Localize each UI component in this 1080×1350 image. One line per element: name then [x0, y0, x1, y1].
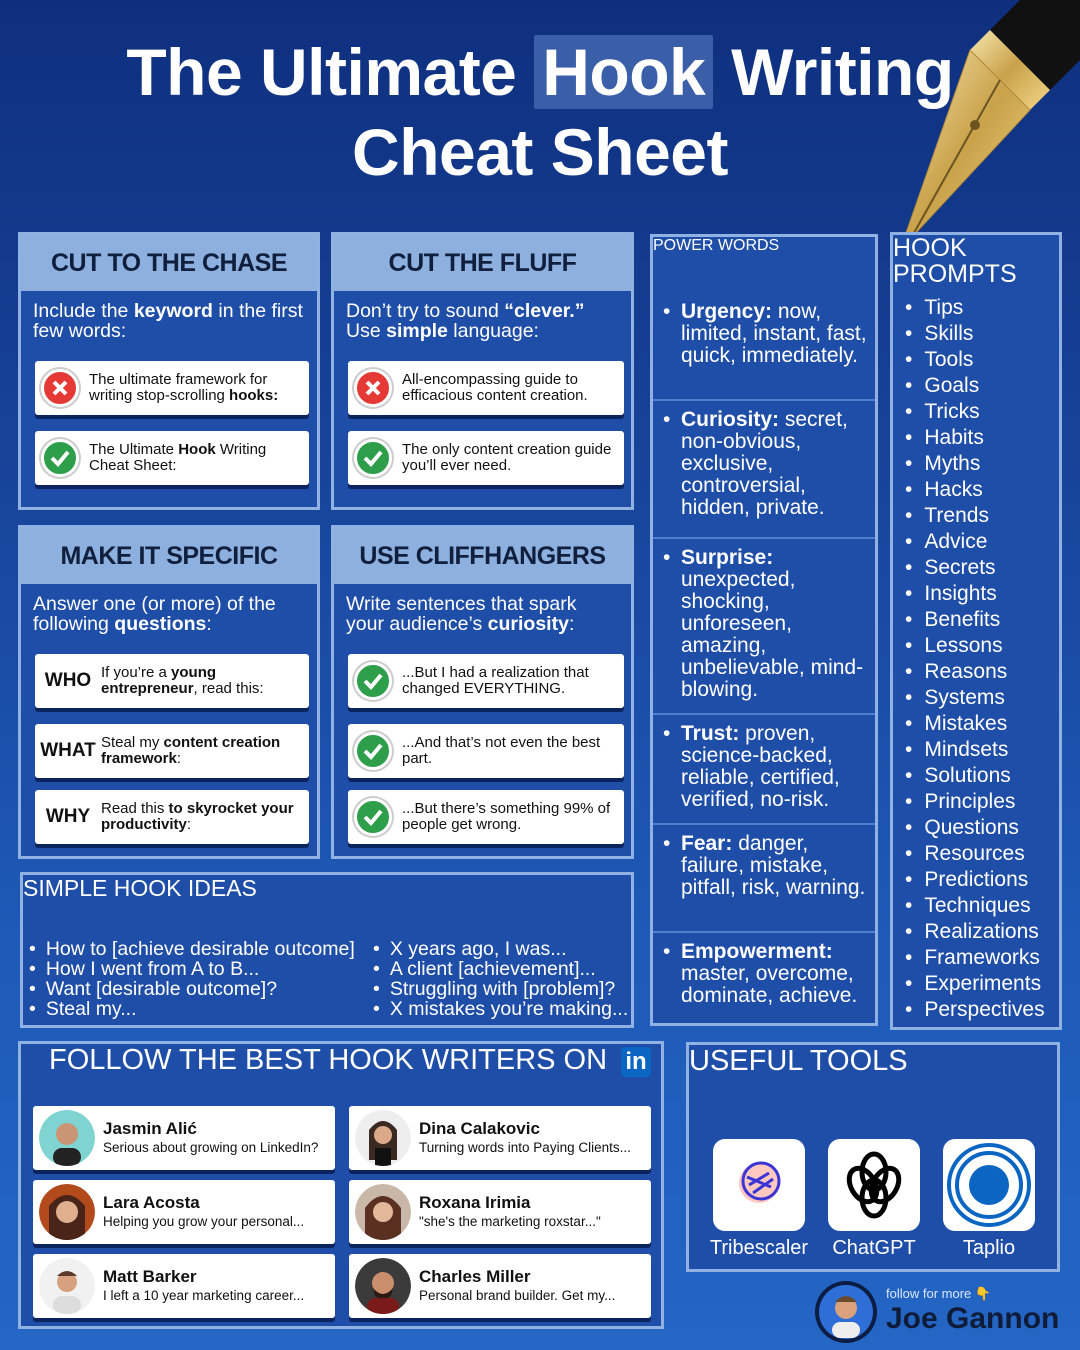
- tool-label: Taplio: [962, 1237, 1016, 1259]
- example-text: If you’re a: [101, 664, 172, 681]
- why-example: [35, 790, 309, 844]
- intro-bold: keyword: [133, 300, 213, 322]
- avatar: [39, 1258, 95, 1314]
- power-word-list: secret, non-obvious, exclusive, controversial, hidden, private.: [681, 408, 848, 519]
- hook-prompt-item: • Insights: [905, 581, 1059, 607]
- tool-label: ChatGPT: [832, 1237, 916, 1259]
- power-word-category: Curiosity:: [681, 408, 780, 431]
- hook-prompt-item: • Systems: [905, 685, 1059, 711]
- hook-idea: • Want [desirable outcome]?: [29, 979, 355, 999]
- power-word-group: [653, 715, 875, 825]
- card-heading: USEFUL TOOLS: [689, 1045, 908, 1077]
- example-bold: to skyrocket your productivity: [101, 800, 294, 833]
- intro-text: Include the: [33, 300, 134, 322]
- card-heading: SIMPLE HOOK IDEAS: [23, 875, 257, 901]
- profile-card[interactable]: [349, 1106, 651, 1170]
- check-icon: [354, 662, 392, 700]
- check-icon: [354, 439, 392, 477]
- profile-card[interactable]: [33, 1254, 335, 1318]
- intro-text: :: [568, 613, 575, 635]
- hook-idea: • How to [achieve desirable outcome]: [29, 939, 355, 959]
- avatar: [355, 1110, 411, 1166]
- example-bold: hooks:: [229, 387, 279, 404]
- hook-prompt-item: • Habits: [905, 425, 1059, 451]
- profile-card[interactable]: [33, 1180, 335, 1244]
- profile-card[interactable]: [349, 1180, 651, 1244]
- card-heading: USE CLIFFHANGERS: [334, 528, 631, 584]
- hook-prompt-item: • Mistakes: [905, 711, 1059, 737]
- example-text: The only content creation guide you’ll ever need.: [402, 441, 612, 474]
- hook-prompt-item: • Tricks: [905, 399, 1059, 425]
- example-label: WHAT: [40, 740, 96, 761]
- use-cliffhangers-card: [331, 525, 634, 859]
- hook-prompt-item: • Perspectives: [905, 997, 1059, 1023]
- good-example: [348, 431, 624, 485]
- profile-name: Charles Miller: [419, 1267, 531, 1286]
- intro-bold: curiosity: [487, 613, 569, 635]
- power-word-list: unexpected, shocking, unforeseen, amazing, unbelievable, mind-blowing.: [681, 568, 864, 701]
- profile-description: Personal brand builder. Get my...: [419, 1288, 616, 1303]
- taplio-icon[interactable]: [943, 1139, 1035, 1231]
- hook-prompt-item: • Hacks: [905, 477, 1059, 503]
- title-text: The Ultimate: [126, 35, 517, 109]
- hook-prompt-item: • Solutions: [905, 763, 1059, 789]
- x-icon: [354, 369, 392, 407]
- profile-name: Roxana Irimia: [419, 1193, 531, 1212]
- avatar: [39, 1184, 95, 1240]
- heading-text: FOLLOW THE BEST HOOK WRITERS ON: [49, 1044, 608, 1076]
- card-heading: POWER WORDS: [653, 237, 780, 254]
- useful-tools-card: [686, 1042, 1060, 1272]
- intro-bold: simple: [386, 320, 448, 342]
- power-word-category: Fear:: [681, 832, 733, 855]
- example-label: WHY: [45, 806, 91, 827]
- what-example: [35, 724, 309, 778]
- card-intro: [21, 291, 317, 341]
- cut-to-the-chase-card: [18, 232, 320, 510]
- hook-prompt-item: • Tips: [905, 295, 1059, 321]
- simple-hook-ideas-card: [20, 872, 634, 1028]
- card-heading: HOOK PROMPTS: [893, 234, 1017, 288]
- hook-prompt-item: • Frameworks: [905, 945, 1059, 971]
- intro-text: Don’t try to sound: [346, 300, 505, 322]
- intro-bold: “clever.”: [504, 300, 585, 322]
- hook-prompt-item: • Principles: [905, 789, 1059, 815]
- power-word-group: [653, 293, 875, 401]
- hook-prompt-item: • Benefits: [905, 607, 1059, 633]
- example-text: ...But there’s something 99% of people get wrong.: [402, 800, 611, 833]
- follow-caption: follow for more 👇: [886, 1286, 992, 1301]
- example-text: :: [176, 750, 182, 767]
- cut-the-fluff-card: [331, 232, 634, 510]
- hook-prompts-card: [890, 232, 1062, 1030]
- cliffhanger-example: [348, 790, 624, 844]
- tool-label: Tribescaler: [709, 1237, 809, 1259]
- example-text: , read this:: [193, 680, 264, 697]
- power-word-group: [653, 933, 875, 1017]
- power-word-category: Trust:: [681, 722, 740, 745]
- hook-prompt-item: • Lessons: [905, 633, 1059, 659]
- ideas-right-column: [373, 939, 628, 1019]
- example-text: :: [186, 816, 192, 833]
- profile-card[interactable]: [33, 1106, 335, 1170]
- title-line-2: Cheat Sheet: [352, 115, 728, 189]
- hook-prompt-item: • Realizations: [905, 919, 1059, 945]
- check-icon: [354, 732, 392, 770]
- power-word-category: Empowerment:: [681, 940, 833, 963]
- hook-prompt-item: • Goals: [905, 373, 1059, 399]
- hook-prompt-item: • Skills: [905, 321, 1059, 347]
- author-avatar: [814, 1280, 878, 1344]
- example-bold: content creation framework: [101, 734, 281, 767]
- make-it-specific-card: [18, 525, 320, 859]
- profile-card[interactable]: [349, 1254, 651, 1318]
- card-intro: [334, 584, 631, 634]
- hook-prompt-item: • Questions: [905, 815, 1059, 841]
- example-bold: Hook: [178, 441, 216, 458]
- card-intro: Answer one (or more) of the following questions:: [33, 593, 276, 635]
- example-text: ...But I had a realization that changed EVERYTHING.: [402, 664, 589, 697]
- example-text: Writing Cheat Sheet:: [89, 441, 267, 474]
- card-heading: CUT TO THE CHASE: [21, 235, 317, 291]
- hook-idea: • X years ago, I was...: [373, 939, 628, 959]
- power-word-list: danger, failure, mistake, pitfall, risk, warning.: [681, 832, 866, 899]
- hook-idea: • A client [achievement]...: [373, 959, 628, 979]
- example-label: WHO: [44, 670, 92, 691]
- hook-prompt-item: • Predictions: [905, 867, 1059, 893]
- profile-description: Turning words into Paying Clients...: [419, 1140, 631, 1155]
- profile-description: "she's the marketing roxstar...": [419, 1214, 601, 1229]
- hook-prompt-item: • Mindsets: [905, 737, 1059, 763]
- profile-name: Dina Calakovic: [419, 1119, 540, 1138]
- power-word-group: [653, 401, 875, 539]
- hook-prompt-item: • Resources: [905, 841, 1059, 867]
- intro-text: Use: [346, 320, 387, 342]
- hook-idea: • Steal my...: [29, 999, 355, 1019]
- avatar: [355, 1184, 411, 1240]
- example-text: All-encompassing guide to efficacious content creation.: [402, 371, 588, 404]
- cliffhanger-example: [348, 654, 624, 708]
- power-word-list: proven, science-backed, reliable, certified, verified, no-risk.: [681, 722, 840, 811]
- hook-prompt-item: • Experiments: [905, 971, 1059, 997]
- power-word-group: [653, 825, 875, 933]
- title-text: Writing: [731, 35, 954, 109]
- hook-prompt-item: • Techniques: [905, 893, 1059, 919]
- card-heading: [21, 1044, 661, 1104]
- hook-idea: • How I went from A to B...: [29, 959, 355, 979]
- example-text: ...And that’s not even the best part.: [402, 734, 601, 767]
- hook-prompt-item: • Secrets: [905, 555, 1059, 581]
- hook-prompt-item: • Reasons: [905, 659, 1059, 685]
- power-word-category: Urgency:: [681, 300, 773, 323]
- intro-text: Write sentences that spark your audience’s: [346, 593, 577, 635]
- check-icon: [354, 798, 392, 836]
- bad-example: [348, 361, 624, 415]
- x-icon: [41, 369, 79, 407]
- intro-text: Answer one (or more) of the following: [33, 593, 276, 635]
- intro-text: language:: [447, 320, 539, 342]
- hook-idea: • X mistakes you’re making...: [373, 999, 628, 1019]
- author-name: Joe Gannon: [886, 1302, 1060, 1335]
- example-text: The ultimate framework for writing stop-scrolling: [89, 371, 268, 404]
- intro-bold: questions: [114, 613, 207, 635]
- avatar: [355, 1258, 411, 1314]
- hook-prompt-item: • Myths: [905, 451, 1059, 477]
- hook-prompt-list: [893, 291, 1059, 1023]
- power-word-category: Surprise:: [681, 546, 774, 569]
- avatar: [39, 1110, 95, 1166]
- power-words-card: [650, 234, 878, 1026]
- profile-description: Helping you grow your personal...: [103, 1214, 305, 1229]
- power-word-group: [653, 539, 875, 715]
- power-word-list: master, overcome, dominate, achieve.: [681, 962, 858, 1007]
- fountain-pen-icon: [880, 0, 1080, 260]
- profile-description: Serious about growing on LinkedIn?: [103, 1140, 319, 1155]
- cliffhanger-example: [348, 724, 624, 778]
- example-text: Read this: [101, 800, 169, 817]
- chatgpt-icon[interactable]: [828, 1139, 920, 1231]
- hook-prompt-item: • Tools: [905, 347, 1059, 373]
- profile-name: Matt Barker: [103, 1267, 197, 1286]
- title-highlight: Hook: [534, 35, 713, 109]
- card-heading: CUT THE FLUFF: [334, 235, 631, 291]
- bad-example: [35, 361, 309, 415]
- profile-description: I left a 10 year marketing career...: [103, 1288, 305, 1303]
- who-example: [35, 654, 309, 708]
- example-text: Steal my: [101, 734, 164, 751]
- hook-prompt-item: • Trends: [905, 503, 1059, 529]
- author-brand: [814, 1280, 1074, 1346]
- example-bold: young entrepreneur: [101, 664, 217, 697]
- hook-idea: • Struggling with [problem]?: [373, 979, 628, 999]
- card-heading: MAKE IT SPECIFIC: [21, 528, 317, 584]
- good-example: [35, 431, 309, 485]
- linkedin-icon: in: [621, 1047, 651, 1077]
- tribescaler-icon[interactable]: [713, 1139, 805, 1231]
- hook-prompt-item: • Advice: [905, 529, 1059, 555]
- profile-name: Jasmin Alić: [103, 1119, 197, 1138]
- example-text: The Ultimate: [89, 441, 179, 458]
- follow-writers-card: [18, 1041, 664, 1329]
- check-icon: [41, 439, 79, 477]
- intro-text: in the first few words:: [33, 300, 303, 342]
- card-intro: [334, 291, 631, 341]
- profile-name: Lara Acosta: [103, 1193, 200, 1212]
- power-word-list: now, limited, instant, fast, quick, immediately.: [681, 300, 867, 367]
- ideas-left-column: [29, 939, 355, 1019]
